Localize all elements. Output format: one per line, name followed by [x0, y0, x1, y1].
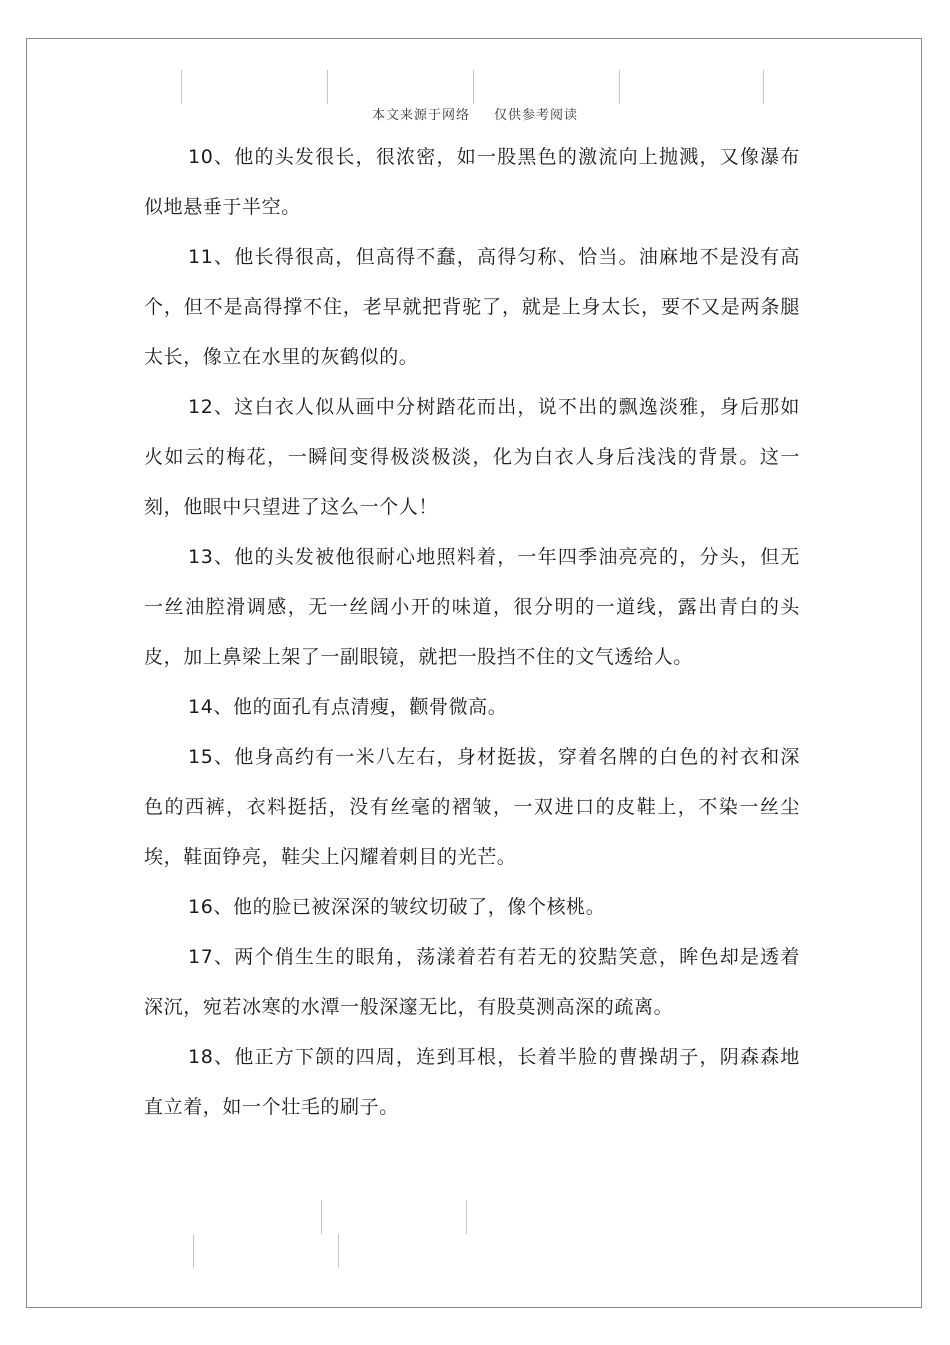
source-note: 本文来源于网络 — [371, 108, 470, 123]
paragraph-13: 13、他的头发被他很耐心地照料着，一年四季油亮亮的，分头，但无一丝油腔滑调感，无一丝阔小开的味道，很分明的一道线，露出青白的头皮，加上鼻梁上架了一副眼镜，就把一股挡不住的文气透给人。 — [144, 546, 800, 668]
paragraph-15: 15、他身高约有一米八左右，身材挺拔，穿着名牌的白色的衬衣和深色的西裤，衣料挺括，没有丝毫的褶皱，一双进口的皮鞋上，不染一丝尘埃，鞋面铮亮，鞋尖上闪耀着刺目的光芒。 — [144, 746, 800, 868]
paragraph-16: 16、他的脸已被深深的皱纹切破了，像个核桃。 — [188, 896, 606, 918]
bottom-tick-1 — [321, 1200, 322, 1234]
paragraph-14: 14、他的面孔有点清瘦，颧骨微高。 — [188, 696, 508, 718]
top-tick-4 — [619, 70, 620, 104]
top-tick-2 — [327, 70, 328, 104]
paragraph-11: 11、他长得很高，但高得不蠢，高得匀称、恰当。油麻地不是没有高个，但不是高得撑不住，老早就把背驼了，就是上身太长，要不又是两条腿太长，像立在水里的灰鹤似的。 — [144, 246, 800, 368]
paragraph-10: 10、他的头发很长，很浓密，如一股黑色的激流向上抛溅，又像瀑布似地悬垂于半空。 — [144, 146, 800, 218]
bottom-tick-4 — [338, 1234, 339, 1268]
bottom-tick-3 — [193, 1234, 194, 1268]
paragraph-17: 17、两个俏生生的眼角，荡漾着若有若无的狡黠笑意，眸色却是透着深沉，宛若冰寒的水潭一般深邃无比，有股莫测高深的疏离。 — [144, 946, 800, 1018]
top-tick-3 — [473, 70, 474, 104]
reference-note: 仅供参考阅读 — [494, 108, 579, 123]
top-tick-1 — [181, 70, 182, 104]
paragraph-12: 12、这白衣人似从画中分树踏花而出，说不出的飘逸淡雅，身后那如火如云的梅花，一瞬间变得极淡极淡，化为白衣人身后浅浅的背景。这一刻，他眼中只望进了这么一个人！ — [144, 396, 800, 518]
page-header — [0, 104, 950, 123]
paragraph-18: 18、他正方下颌的四周，连到耳根，长着半脸的曹操胡子，阴森森地直立着，如一个壮毛的刷子。 — [144, 1046, 800, 1118]
top-tick-5 — [763, 70, 764, 104]
bottom-tick-2 — [466, 1200, 467, 1234]
document-body — [144, 132, 800, 1132]
